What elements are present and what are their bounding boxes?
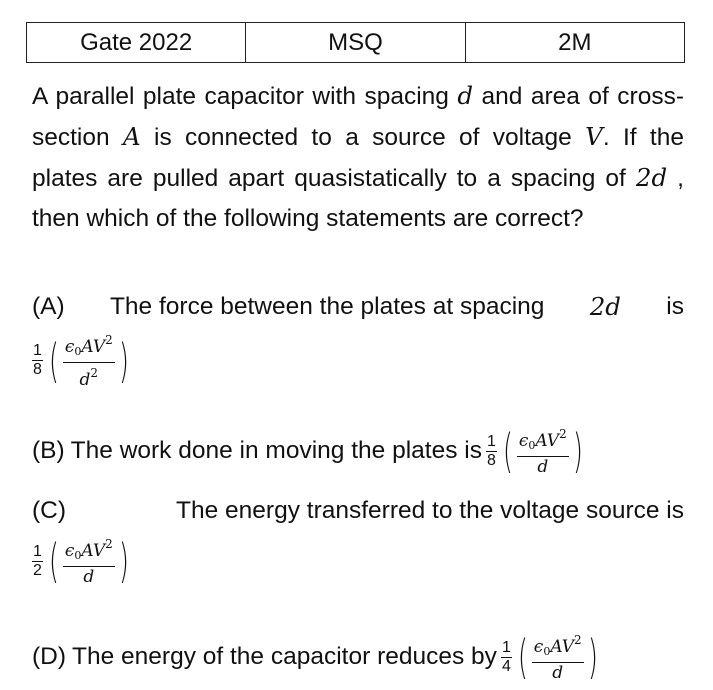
question-part: is connected to a source of voltage	[140, 124, 586, 151]
question-part: , then which of the following statements are correct?	[32, 165, 684, 232]
right-paren: )	[118, 333, 129, 388]
right-paren: )	[587, 630, 598, 684]
option-c-fraction	[63, 534, 115, 588]
subscript: 0	[528, 439, 536, 452]
option-c-line	[32, 494, 684, 528]
numerator-vars: AV	[81, 541, 106, 561]
epsilon: ϵ	[64, 541, 75, 561]
coef-numerator: 1	[501, 638, 511, 656]
option-d-line	[32, 630, 684, 684]
var-V: V	[585, 122, 603, 151]
option-b-fraction	[517, 424, 569, 478]
coef-numerator: 1	[486, 432, 496, 450]
superscript: 2	[90, 366, 99, 380]
subscript: 0	[74, 549, 82, 562]
option-d-expression	[501, 630, 602, 684]
subscript: 0	[543, 645, 551, 658]
option-b-line	[32, 424, 684, 478]
exam-name-cell: Gate 2022	[27, 23, 246, 62]
fraction-numerator	[517, 424, 569, 457]
left-paren: (	[517, 630, 528, 684]
coef-denominator: 4	[501, 657, 511, 675]
option-c[interactable]	[32, 494, 684, 588]
question-part: and area of cross-section	[32, 83, 684, 151]
option-b-expression	[486, 424, 587, 478]
right-paren: )	[118, 534, 129, 588]
option-a-line	[32, 290, 684, 324]
superscript: 2	[105, 333, 113, 347]
coef-denominator: 8	[33, 361, 42, 378]
superscript: 2	[574, 633, 582, 647]
option-a-text: The force between the plates at spacing	[109, 293, 545, 320]
left-paren: (	[48, 534, 59, 588]
question-part: A parallel plate capacitor with spacing	[32, 83, 458, 110]
right-paren: )	[572, 424, 583, 478]
option-a-fraction	[63, 330, 115, 391]
var-A: A	[122, 122, 141, 151]
marks-cell: 2M	[558, 28, 592, 56]
question-type-cell: MSQ	[246, 23, 465, 62]
option-c-coefficient	[32, 543, 43, 580]
option-c-expression	[32, 534, 133, 588]
option-b[interactable]	[32, 424, 684, 478]
option-c-text: The energy transferred to the voltage source is	[176, 497, 684, 524]
option-d-text: The energy of the capacitor reduces by	[72, 643, 497, 670]
fraction-denominator: d	[83, 567, 95, 587]
option-a-expression	[32, 330, 133, 391]
coef-denominator: 2	[33, 561, 42, 579]
option-b-coefficient	[486, 433, 497, 470]
fraction-numerator	[63, 330, 115, 363]
option-a-label: (A)	[32, 293, 65, 320]
option-a-math: 2d	[589, 292, 621, 321]
superscript: 2	[105, 537, 113, 551]
header-table	[26, 22, 685, 63]
subscript: 0	[74, 345, 82, 358]
numerator-vars: AV	[81, 337, 106, 357]
coef-numerator: 1	[33, 542, 42, 560]
fraction-numerator	[63, 534, 115, 567]
question-text	[32, 76, 684, 239]
superscript: 2	[559, 427, 567, 441]
question-part: . If the plates are pulled apart quasistatically to a spacing of	[32, 124, 684, 192]
numerator-vars: AV	[550, 637, 575, 657]
coef-denominator: 8	[486, 451, 496, 469]
coef-numerator: 1	[33, 342, 42, 359]
denominator-var: d	[79, 370, 91, 390]
option-d[interactable]	[32, 630, 684, 684]
fraction-denominator	[80, 363, 99, 391]
fraction-numerator	[532, 630, 584, 663]
option-a-coefficient	[32, 342, 43, 379]
option-b-text: The work done in moving the plates is	[70, 437, 482, 464]
option-d-coefficient	[501, 639, 512, 676]
numerator-vars: AV	[535, 431, 560, 451]
left-paren: (	[48, 333, 59, 388]
option-a[interactable]	[32, 290, 684, 391]
var-d: d	[457, 81, 474, 110]
option-d-fraction	[532, 630, 584, 684]
option-d-label: (D)	[32, 643, 67, 670]
left-paren: (	[502, 424, 513, 478]
fraction-denominator: d	[552, 663, 564, 683]
epsilon: ϵ	[533, 637, 544, 657]
var-2d: 2d	[635, 163, 668, 192]
option-c-label: (C)	[32, 497, 67, 524]
option-b-label: (B)	[32, 437, 65, 464]
fraction-denominator: d	[537, 457, 549, 477]
epsilon: ϵ	[518, 431, 529, 451]
epsilon: ϵ	[64, 337, 75, 357]
option-a-tail: is	[666, 293, 684, 320]
